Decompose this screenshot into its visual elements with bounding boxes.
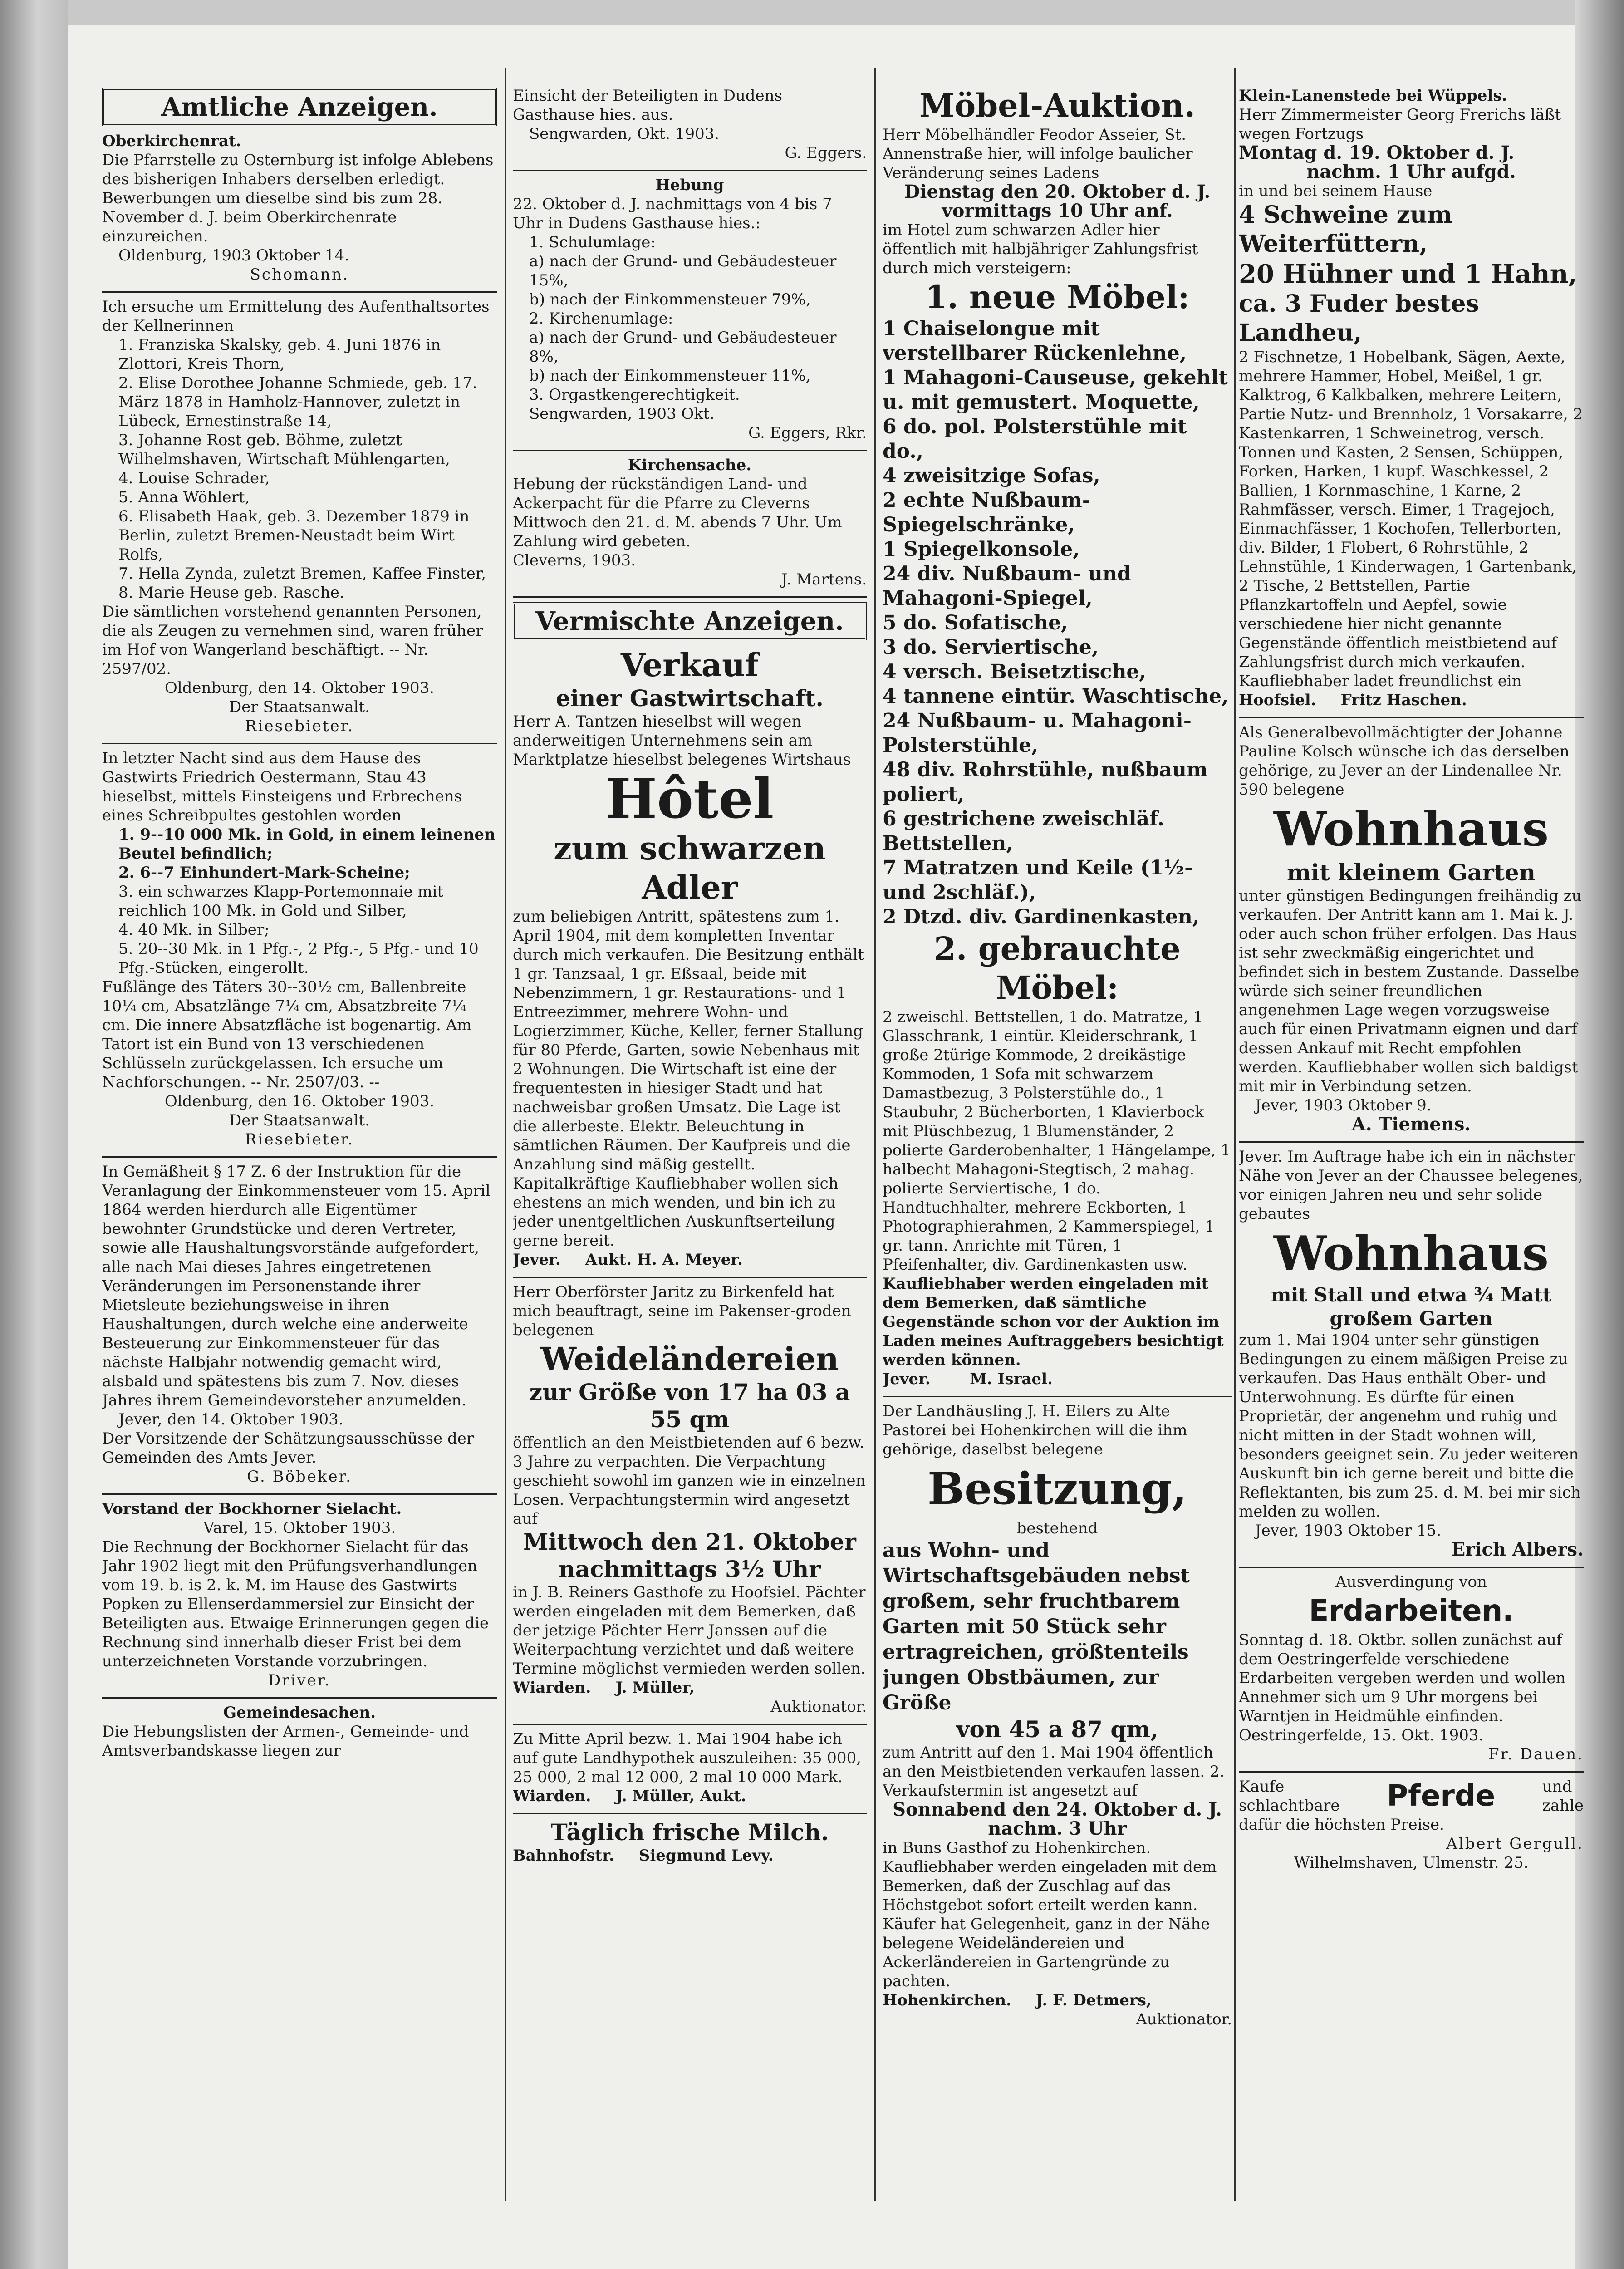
ad-moebel-auktion [883, 86, 1232, 1389]
ad-signer: J. F. Detmers, [1035, 1991, 1152, 2009]
list-item: 2. 6--7 Einhundert-Mark-Scheine; [118, 864, 410, 882]
list-item: 2. Elise Dorothee Johanne Schmiede, geb. 17. März 1878 in Hamholz-Hannover, zuletzt in Lübeck, Ernestinstraße 14, [118, 374, 477, 430]
ad-body: zum Antritt auf den 1. Mai 1904 öffentlich an den Meistbietenden verkaufen lassen. 2. Verkaufstermin ist angesetzt auf [883, 1743, 1225, 1800]
ad-description: aus Wohn- und Wirtschaftsgebäuden nebst großem, sehr fruchtbarem Garten mit 50 Stück sehr ertragreichen, größtenteils jungen Obstbäumen, zur Größe [883, 1539, 1190, 1714]
ad-time: vormittags 10 Uhr anf. [942, 200, 1173, 221]
list-item: 24 div. Nußbaum- und Mahagoni-Spiegel, [883, 562, 1131, 610]
list-item: 5 do. Sofatische, [883, 611, 1068, 634]
ad-title: Täglich frische Milch. [550, 1819, 829, 1846]
ad-body: 2 zweischl. Bettstellen, 1 do. Matratze, 1 Glasschrank, 1 eintür. Kleiderschrank, 1 große 2türige Kommode, 2 dreikästige Kommoden, 1 Sofa mit schwarzem Damastbezug, 3 Polsterstühle do., 1 Staubuhr, 2 Bücherborten, 1 Klavierbock mit Plüschbezug, 1 Blumenständer, 2 polierte Garderobenhalter, 1 Hängelampe, 1 halbecht Mahagoni-Stegtisch, 2 mahag. polierte Serviertische, 1 do. Handtuchhalter, mehrere Eckborten, 1 Photographierahmen, 2 Kammerspiegel, 1 gr. tann. Anrichte mit Türen, 1 Pfeifenhalter, div. Gardinenkasten usw. [883, 1008, 1231, 1274]
notice-tax [102, 1162, 497, 1486]
ad-signer: A. Tiemens. [1351, 1114, 1471, 1135]
ad-body: 2 Fischnetze, 1 Hobelbank, Sägen, Aexte, mehrere Hammer, Hobel, Meißel, 1 gr. Kalktrog, 6 Kalkbalken, mehrere Leitern, Partie Nutz- und Brennholz, 1 Vorsakarre, 2 Kastenkarren, 1 Schweinetrog, versch. Tonnen und Kasten, 2 Sensen, Schüppen, Forken, Harken, 1 kupf. Waschkessel, 2 Ballien, 1 Kornmaschine, 1 Karne, 2 Rahmfässer, versch. Eimer, 1 Tragejoch, Einmachfässer, 1 Kochofen, Tellerborten, div. Bilder, 1 Flobert, 6 Rohrstühle, 2 Lehnstühle, 1 Kinderwagen, 1 Gartenbank, 2 Tische, 2 Bettstellen, Partie Pflanzkartoffeln und Aepfel, sowie verschiedene hier nicht genannte Gegenstände öffentlich meistbietend auf Zahlungsfrist durch mich verkaufen. Kaufliebhaber ladet freundlichst ein [1239, 348, 1583, 690]
list-item: 3. ein schwarzes Klapp-Portemonnaie mit reichlich 100 Mk. in Gold und Silber, [118, 883, 444, 920]
ad-pferde-row [1239, 1777, 1584, 1815]
ad-subtitle: 2. gebrauchte Möbel: [934, 930, 1181, 1007]
list-item: 24 Nußbaum- u. Mahagoni-Polsterstühle, [883, 709, 1192, 757]
ad-hotel-name: zum schwarzen Adler [554, 830, 826, 906]
divider [102, 291, 497, 293]
ad-signer: Aukt. H. A. Meyer. [585, 1251, 743, 1269]
ad-subtitle: 1. neue Möbel: [925, 278, 1190, 316]
ad-subtitle: großem Garten [1330, 1307, 1493, 1330]
list-item: 2 echte Nußbaum-Spiegelschränke, [883, 489, 1091, 536]
column-2 [513, 86, 867, 2210]
notice-signature: Schomann. [250, 265, 349, 284]
ad-body: dafür die höchsten Preise. [1239, 1816, 1444, 1834]
list-item: 1 Chaiselongue mit verstellbarer Rückenlehne, [883, 317, 1187, 365]
list-item: 6 gestrichene zweischläf. Bettstellen, [883, 807, 1164, 855]
notice-theft [102, 749, 497, 1149]
notice-title: Hebung [655, 176, 724, 194]
section-header-vermischte: Vermischte Anzeigen. [513, 602, 867, 640]
notice-intro: In letzter Nacht sind aus dem Hause des Gastwirts Friedrich Oestermann, Stau 43 hieselbst, mittels Einsteigens und Erbrechens eines Schreibpultes gestohlen worden [102, 749, 462, 825]
notice-sengwarden [513, 86, 867, 162]
column-rule [505, 68, 506, 2201]
divider [883, 1396, 1232, 1397]
column-1 [102, 86, 497, 2210]
ad-gastwirtschaft [513, 646, 867, 1269]
ad-title: Weideländereien [540, 1340, 839, 1378]
notice-body: In Gemäßheit § 17 Z. 6 der Instruktion für die Veranlagung der Einkommensteuer vom 15. April 1864 werden hierdurch alle Eigentümer bewohnter Grundstücke und deren Vertreter, sowie alle Haushaltungsvorstände aufgefordert, alle nach Mai dieses Jahres eingetretenen Veränderungen im Personenstande ihrer Mietsleute beziehungsweise in ihren Haushaltungen, durch welche eine anderweite Besteuerung zur Einkommensteuer für das nächste Halbjahr notwendig gemacht wird, alsbald und spätestens bis zum 7. Nov. dieses Jahres ihrem Gemeindevorsteher anzumelden. [102, 1163, 491, 1410]
list-item: 3. Johanne Rost geb. Böhme, zuletzt Wilhelmshaven, Wirtschaft Mühlengarten, [118, 431, 450, 468]
ad-title: Verkauf [620, 646, 759, 684]
notice-date: Oldenburg, den 14. Oktober 1903. [164, 679, 435, 697]
ad-left-2: schlachtbare [1239, 1797, 1340, 1815]
list-item: 1. Franziska Skalsky, geb. 4. Juni 1876 in Zlottori, Kreis Thorn, [118, 336, 441, 373]
notice-date: Varel, 15. Oktober 1903. [203, 1519, 396, 1537]
notice-body: Hebung der rückständigen Land- und Ackerpacht für die Pfarre zu Cleverns Mittwoch den 21. d. M. abends 7 Uhr. Um Zahlung wird gebeten. [513, 475, 842, 550]
ad-body: öffentlich an den Meistbietenden auf 6 bezw. 3 Jahre zu verpachten. Die Verpachtung geschieht sowohl im ganzen wie in einzelnen Losen. Verpachtungstermin wird angesetzt auf [513, 1434, 866, 1528]
notice-body: Die Pfarrstelle zu Osternburg ist infolge Ablebens des bisherigen Inhabers derselben erledigt. Bewerbungen um dieselbe sind bis zum 28. November d. J. beim Oberkirchenrate einzureichen. [102, 151, 494, 246]
ad-signature [883, 1370, 1232, 1389]
ad-left [1239, 1777, 1340, 1815]
list-item: 4. 40 Mk. in Silber; [118, 921, 270, 939]
list-item: a) nach der Grund- und Gebäudesteuer 8%, [529, 329, 837, 366]
ad-date: Mittwoch den 21. Oktober [523, 1528, 856, 1555]
ad-intro: Jever. Im Auftrage habe ich ein in nächster Nähe von Jever an der Chaussee belegenes, vor einigen Jahren neu und sehr solide gebautes [1239, 1148, 1583, 1223]
column-rule [1234, 68, 1236, 2201]
divider [513, 170, 867, 171]
divider [102, 743, 497, 744]
list-item: 4. Louise Schrader, [118, 469, 270, 487]
list-item: 1 Mahagoni-Causeuse, gekehlt u. mit gemustert. Moquette, [883, 366, 1228, 414]
ad-highlight: ca. 3 Fuder bestes Landheu, [1239, 290, 1479, 347]
ad-signature [513, 1250, 867, 1269]
ad-body: unter günstigen Bedingungen freihändig zu verkaufen. Der Antritt kann am 1. Mai k. J. oder auch schon früher erfolgen. Das Haus ist sehr zweckmäßig eingerichtet und befindet sich in bestem Zustande. Dasselbe würde sich seiner freundlichen angenehmen Lage wegen vorzugsweise auch für einen Privatmann eignen und darf dessen Ankauf mit Recht empfohlen werden. Kaufliebhaber wollen sich baldigst mit mir in Verbindung setzen. [1239, 887, 1582, 1095]
ad-place: Jever. [883, 1370, 931, 1388]
ad-time: nachmittags 3½ Uhr [559, 1556, 821, 1582]
list-item: 1. 9--10 000 Mk. in Gold, in einem leinenen Beutel befindlich; [118, 825, 496, 863]
notice-date: Sengwarden, 1903 Okt. [529, 405, 715, 423]
ad-title: Pferde [1387, 1779, 1496, 1813]
ad-address: Wilhelmshaven, Ulmenstr. 25. [1294, 1854, 1529, 1872]
ad-subtitle: mit Stall und etwa ¾ Matt [1271, 1284, 1551, 1306]
ad-weidelaendereien [513, 1282, 867, 1716]
ad-body: Sonntag d. 18. Oktbr. sollen zunächst auf dem Oestringerfelde verschiedene Erdarbeiten vergeben werden und wollen Annehmer sich um 9 Uhr morgens bei Warntjen in Heidmühle einfinden. [1239, 1631, 1566, 1725]
notice-title: Gemeindesachen. [223, 1704, 376, 1722]
ad-besitzung [883, 1402, 1232, 2029]
divider [102, 1697, 497, 1699]
ad-address: Bahnhofstr. [513, 1847, 614, 1865]
ad-signer: M. Israel. [970, 1370, 1053, 1388]
ad-hypothek [513, 1729, 867, 1806]
ad-body: zum 1. Mai 1904 unter sehr günstigen Bedingungen zu einem mäßigen Preise zu verkaufen. Das Haus enthält Ober- und Unterwohnung. Es dürfte für einen Proprietär, der angenehm und ruhig und nicht mitten in der Stadt wohnen will, besonders geeignet sein. Zu jeder weiteren Auskunft bin ich gerne bereit und bitte die Reflektanten, bis zum 25. d. M. bei mir sich melden zu wollen. [1239, 1331, 1581, 1521]
ad-date: Jever, 1903 Oktober 9. [1255, 1096, 1432, 1115]
ad-versteigerung-hoofsiel [1239, 86, 1584, 710]
notice-signature: J. Martens. [781, 570, 867, 589]
notice-signature-name: Riesebieter. [245, 717, 354, 735]
ad-signer: J. Müller, [615, 1679, 695, 1697]
ad-right [1542, 1777, 1584, 1815]
ad-title: Möbel-Auktion. [919, 87, 1195, 124]
notice-date: Sengwarden, Okt. 1903. [529, 125, 720, 143]
notice-body: Die sämtlichen vorstehend genannten Personen, die als Zeugen zu vernehmen sind, waren früher im Hof von Wangerland beschäftigt. -- Nr. 2597/02. [102, 603, 483, 678]
ad-intro: Herr Zimmermeister Georg Frerichs läßt wegen Fortzugs [1239, 106, 1561, 143]
ad-place: Wiarden. [513, 1679, 591, 1697]
ad-role: Auktionator. [1136, 2010, 1232, 2028]
ad-erdarbeiten [1239, 1572, 1584, 1764]
divider [1239, 1141, 1584, 1143]
ad-body: in und bei seinem Hause [1239, 182, 1433, 200]
ad-right-2: zahle [1542, 1797, 1584, 1815]
divider [513, 1277, 867, 1278]
divider [513, 1813, 867, 1814]
notice-body: Einsicht der Beteiligten in Dudens Gasthause hies. aus. [513, 87, 783, 124]
list-item: 7. Hella Zynda, zuletzt Bremen, Kaffee Finster, [118, 565, 486, 583]
notice-signature: G. Eggers, Rkr. [748, 424, 867, 442]
ad-title: Erdarbeiten. [1309, 1594, 1514, 1628]
notice-kellnerinnen [102, 297, 497, 736]
divider [513, 450, 867, 451]
ad-signature [513, 1846, 867, 1865]
ad-signer: Fritz Haschen. [1340, 691, 1467, 709]
ad-subtitle: mit kleinem Garten [1286, 859, 1536, 886]
ad-signature [883, 1991, 1232, 2010]
divider [102, 1156, 497, 1158]
divider [513, 1724, 867, 1725]
notice-signature-name: G. Böbeker. [247, 1468, 352, 1486]
ad-intro: Herr Möbelhändler Feodor Asseier, St. Annenstraße hier, will infolge baulicher Veränderung seines Ladens [883, 126, 1193, 182]
ad-signer: Fr. Dauen. [1488, 1745, 1584, 1763]
list-item: 5. 20--30 Mk. in 1 Pfg.-, 2 Pfg.-, 5 Pfg.- und 10 Pfg.-Stücken, eingerollt. [118, 940, 479, 977]
ad-intro: Der Landhäusling J. H. Eilers zu Alte Pastorei bei Hohenkirchen will die ihm gehörige, daselbst belegene [883, 1402, 1187, 1459]
ad-body: in Buns Gasthof zu Hohenkirchen. Kaufliebhaber werden eingeladen mit dem Bemerken, daß der Zuschlag auf das Höchstgebot sofort erteilt werden kann. Käufer hat Gelegenheit, ganz in der Nähe belegene Weideländereien und Ackerländereien in Gartengründe zu pachten. [883, 1839, 1217, 1990]
ad-date: Dienstag den 20. Oktober d. J. [904, 181, 1211, 202]
notice-gemeinde [102, 1703, 497, 1760]
list-item: 8. Marie Heuse geb. Rasche. [118, 584, 344, 602]
notice-signature: Der Staatsanwalt. [229, 1111, 370, 1130]
ad-place: Wiarden. [513, 1787, 591, 1805]
column-3 [883, 86, 1232, 2210]
ad-title: Wohnhaus [1273, 801, 1549, 857]
notice-date: Oldenburg, 1903 Oktober 14. [118, 246, 349, 265]
ad-signer: J. Müller, Aukt. [615, 1787, 746, 1805]
notice-title: Kirchensache. [628, 456, 752, 474]
ad-signature [513, 1678, 867, 1697]
notice-title: Oberkirchenrat. [102, 132, 241, 150]
notice-body: 22. Oktober d. J. nachmittags von 4 bis 7 Uhr in Dudens Gasthause hies.: [513, 195, 832, 232]
ad-right-1: und [1542, 1778, 1572, 1796]
ad-wohnhaus-1 [1239, 723, 1584, 1134]
notice-signature: G. Eggers. [785, 144, 867, 162]
ad-body: zum beliebigen Antritt, spätestens zum 1. April 1904, mit dem kompletten Inventar durch mich verkaufen. Die Besitzung enthält 1 gr. Tanzsaal, 1 gr. Eßsaal, beide mit Nebenzimmern, 1 gr. Restaurations- und 1 Entreezimmer, mehrere Wohn- und Logierzimmer, Küche, Keller, ferner Stallung für 80 Pferde, Garten, sowie Nebenhaus mit 2 Wohnungen. Die Wirtschaft ist eine der frequentesten in hiesiger Stadt und hat nachweisbar großen Umsatz. Die Lage ist die allerbeste. Elektr. Beleuchtung in sämtlichen Räumen. Der Kaufpreis und die Anzahlung sind mäßig gestellt. Kapitalkräftige Kaufliebhaber wollen sich ehestens an mich wenden, und bin ich zu jeder unentgeltlichen Auskunftserteilung gerne bereit. [513, 908, 864, 1250]
notice-body: Die Hebungslisten der Armen-, Gemeinde- und Amtsverbandskasse liegen zur [102, 1723, 469, 1760]
ad-date: Oestringerfelde, 15. Okt. 1903. [1239, 1726, 1484, 1744]
notice-date: Jever, den 14. Oktober 1903. [118, 1410, 343, 1429]
ad-size: von 45 a 87 qm, [956, 1716, 1158, 1743]
list-item: 1. Schulumlage: [529, 233, 656, 251]
list-item: 6 do. pol. Polsterstühle mit do., [883, 415, 1187, 463]
ad-highlight: 4 Schweine zum Weiterfüttern, [1239, 201, 1452, 258]
ad-date: Jever, 1903 Oktober 15. [1255, 1522, 1442, 1540]
book-binding [0, 0, 68, 2269]
notice-body: Die Rechnung der Bockhorner Sielacht für das Jahr 1902 liegt mit den Prüfungsverhandlungen vom 19. b. is 2. k. M. im Hause des Gastwirts Popken zu Ellenserdammersiel zur Einsicht der Beteiligten aus. Etwaige Erinnerungen gegen die Rechnung sind innerhalb dieser Frist bei dem unterzeichneten Vorstande vorzubringen. [102, 1538, 489, 1670]
ad-title: Besitzung, [927, 1463, 1187, 1514]
ad-body: Herr A. Tantzen hieselbst will wegen anderweitigen Unternehmens sein am Marktplatze hieselbst belegenes Wirtshaus [513, 712, 851, 769]
ad-note: Kaufliebhaber werden eingeladen mit dem Bemerken, daß sämtliche Gegenstände schon vor der Auktion im Laden meines Auftraggebers besichtigt werden können. [883, 1275, 1224, 1369]
notice-date: Oldenburg, den 16. Oktober 1903. [164, 1092, 435, 1110]
ad-intro: Herr Oberförster Jaritz zu Birkenfeld hat mich beauftragt, seine im Pakenser-groden belegenen [513, 1283, 851, 1339]
ad-body: im Hotel zum schwarzen Adler hier öffentlich mit halbjähriger Zahlungsfrist durch mich versteigern: [883, 221, 1198, 277]
list-item: 1 Spiegelkonsole, [883, 538, 1080, 561]
ad-left-1: Kaufe [1239, 1778, 1285, 1796]
notice-hebung [513, 176, 867, 442]
list-item: 2. Kirchenumlage: [529, 309, 673, 328]
list-item: 4 zweisitzige Sofas, [883, 464, 1100, 487]
ad-place: Jever. [513, 1251, 561, 1269]
notice-signature: Der Staatsanwalt. [229, 698, 370, 716]
list-item: 4 versch. Beisetztische, [883, 660, 1146, 683]
list-item: 5. Anna Wöhlert, [118, 488, 250, 506]
ad-wohnhaus-2 [1239, 1147, 1584, 1559]
divider [1239, 1771, 1584, 1773]
list-item: 3. Orgastkengerechtigkeit. [529, 386, 740, 404]
ad-signer: Albert Gergull. [1446, 1835, 1584, 1853]
ad-pferde [1239, 1777, 1584, 1872]
column-rule [874, 68, 876, 2201]
notice-title: Vorstand der Bockhorner Sielacht. [102, 1500, 402, 1518]
ad-size: zur Größe von 17 ha 03 a 55 qm [529, 1379, 850, 1433]
ad-pretitle: Ausverdingung von [1335, 1573, 1487, 1591]
notice-kirchensache [513, 456, 867, 589]
notice-oberkirchenrat [102, 132, 497, 284]
ad-intro: Als Generalbevollmächtigter der Johanne Pauline Kolsch wünsche ich das derselben gehörige, zu Jever an der Lindenallee Nr. 590 belegene [1239, 723, 1570, 799]
list-item: 6. Elisabeth Haak, geb. 3. Dezember 1879 in Berlin, zuletzt Bremen-Neustadt beim Wirt Rolfs, [118, 507, 470, 564]
notice-signature: Der Vorsitzende der Schätzungsausschüsse der Gemeinden des Amts Jever. [102, 1429, 474, 1467]
notice-signature: Driver. [268, 1671, 331, 1689]
notice-intro: Ich ersuche um Ermittelung des Aufenthaltsortes der Kellnerinnen [102, 298, 490, 335]
ad-title: Klein-Lanenstede bei Wüppels. [1239, 87, 1507, 105]
notice-body: Fußlänge des Täters 30--30½ cm, Ballenbreite 10¼ cm, Absatzlänge 7¼ cm, Absatzbreite 7¼ cm. Die innere Absatzfläche ist bogenartig. Am Tatort ist ein Bund von 13 verschiedenen Schlüsseln zurückgelassen. Ich ersuche um Nachforschungen. -- Nr. 2507/03. -- [102, 978, 472, 1091]
list-item: 3 do. Serviertische, [883, 636, 1099, 659]
ad-body: in J. B. Reiners Gasthofe zu Hoofsiel. Pächter werden eingeladen mit dem Bemerken, daß der jetzige Pächter Herr Janssen auf die Weiterpachtung verzichtet und daß weitere Termine möglichst vermieden werden sollen. [513, 1583, 866, 1678]
ad-subtitle: einer Gastwirtschaft. [556, 685, 824, 712]
ad-milch [513, 1819, 867, 1865]
divider [1239, 1567, 1584, 1568]
divider [1239, 717, 1584, 718]
divider [102, 1493, 497, 1495]
ad-place: Hohenkirchen. [883, 1991, 1011, 2009]
ad-signer: Erich Albers. [1451, 1539, 1584, 1560]
ad-date: Sonnabend den 24. Oktober d. J. [893, 1799, 1222, 1820]
list-item: b) nach der Einkommensteuer 11%, [529, 367, 811, 385]
list-item: 2 Dtzd. div. Gardinenkasten, [883, 905, 1200, 928]
ad-title: Wohnhaus [1273, 1225, 1549, 1281]
section-header-amtliche: Amtliche Anzeigen. [102, 88, 497, 126]
ad-place: Hoofsiel. [1239, 691, 1316, 709]
notice-date: Cleverns, 1903. [513, 551, 636, 570]
ad-signer: Siegmund Levy. [638, 1847, 774, 1865]
column-4 [1239, 86, 1584, 2210]
list-item: 4 tannene eintür. Waschtische, [883, 685, 1229, 708]
ad-highlight: 20 Hühner und 1 Hahn, [1239, 259, 1577, 289]
ad-time: nachm. 1 Uhr aufgd. [1306, 161, 1516, 182]
list-item: a) nach der Grund- und Gebäudesteuer 15%, [529, 252, 837, 290]
ad-hotel-name: Hôtel [605, 767, 774, 831]
notice-signature-name: Riesebieter. [245, 1130, 354, 1149]
ad-signature [1239, 691, 1584, 710]
list-item: 48 div. Rohrstühle, nußbaum poliert, [883, 758, 1208, 806]
divider [513, 596, 867, 598]
ad-date: Montag d. 19. Oktober d. J. [1239, 142, 1515, 163]
ad-body: Zu Mitte April bezw. 1. Mai 1904 habe ich auf gute Landhypothek auszuleihen: 35 000, 25 000, 2 mal 12 000, 2 mal 10 000 Mark. [513, 1730, 862, 1786]
ad-time: nachm. 3 Uhr [988, 1818, 1127, 1839]
ad-role: Auktionator. [770, 1698, 867, 1716]
list-item: b) nach der Einkommensteuer 79%, [529, 290, 811, 309]
list-item: 7 Matratzen und Keile (1½- und 2schläf.), [883, 856, 1193, 904]
ad-signature [513, 1787, 867, 1806]
notice-sielacht [102, 1499, 497, 1690]
ad-sub: bestehend [1016, 1519, 1098, 1537]
